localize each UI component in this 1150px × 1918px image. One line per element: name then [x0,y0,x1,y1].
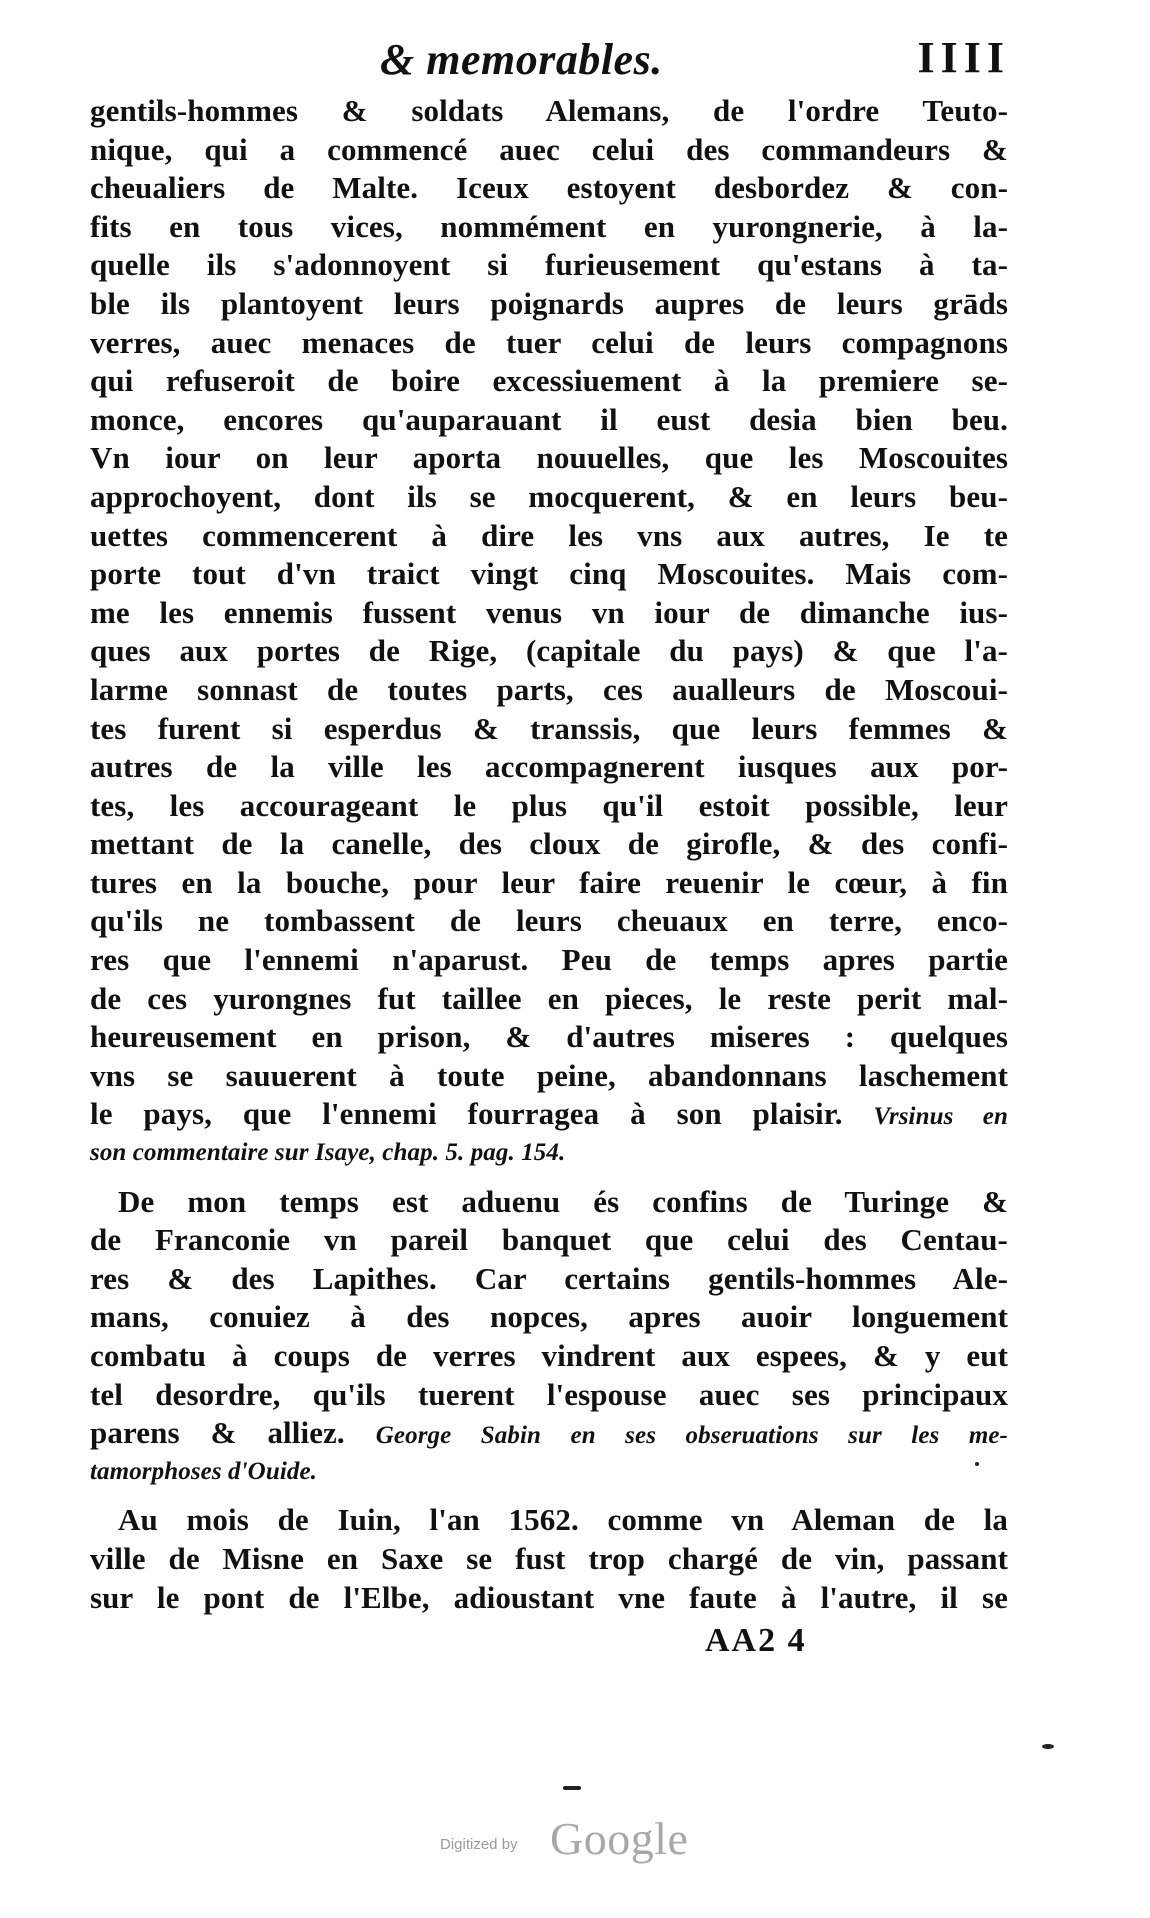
text-line: ques aux portes de Rige, (capitale du pays) & que l'a- [90,633,1008,669]
signature-mark: AA2 4 [705,1622,807,1659]
page-number: IIII [917,33,1010,82]
ink-speck [975,1462,979,1466]
google-logo: Google [550,1813,689,1864]
text-line: qu'ils ne tombassent de leurs cheuaux en terre, enco- [90,903,1008,939]
text-line: heureusement en prison, & d'autres miseres : quelques [90,1019,1008,1055]
paragraph-2 [90,1183,1008,1492]
paragraph-gap [90,1491,1008,1501]
text-line: uettes commencerent à dire les vns aux autres, Ie te [90,517,1008,553]
text-line: de Franconie vn pareil banquet que celui des Centau- [90,1222,1008,1258]
text-line: monce, encores qu'auparauant il eust desia bien beu. [90,401,1008,437]
text-line: Vn iour on leur aporta nouuelles, que les Moscouites [90,440,1008,476]
watermark-prefix: Digitized by [440,1836,518,1853]
text-line: qui refuseroit de boire excessiuement à la premiere se- [90,363,1008,399]
text-line: combatu à coups de verres vindrent aux espees, & y eut [90,1338,1008,1373]
text-line: autres de la ville les accompagnerent iusques aux por- [90,749,1008,785]
text-line: gentils-hommes & soldats Alemans, de l'ordre Teuto- [90,93,1008,128]
text-line [90,1414,1008,1453]
text-line: porte tout d'vn traict vingt cinq Moscouites. Mais com- [90,556,1008,592]
text-line: tel desordre, qu'ils tuerent l'espouse auec ses principaux [90,1376,1008,1412]
text-line: quelle ils s'adonnoyent si furieusement qu'estans à ta- [90,247,1008,283]
running-head [380,28,1010,88]
text-line: ble ils plantoyent leurs poignards aupres de leurs grāds [90,285,1008,321]
citation-line: tamorphoses d'Ouide. [90,1457,318,1485]
text-line: sur le pont de l'Elbe, adioustant vne faute à l'autre, il se [90,1579,1008,1615]
text-line: vns se sauuerent à toute peine, abandonnans laschement [90,1057,1008,1093]
text-line: tes, les accourageant le plus qu'il estoit possible, leur [90,787,1008,823]
text-line: approchoyent, dont ils se mocquerent, & en leurs beu- [90,478,1008,514]
text-line: fits en tous vices, nommément en yurongnerie, à la- [90,208,1008,244]
text-line: Au mois de Iuin, l'an 1562. comme vn Aleman de la [118,1502,1008,1538]
text-line: verres, auec menaces de tuer celui de leurs compagnons [90,324,1008,360]
text-line: ville de Misne en Saxe se fust trop chargé de vin, passant [90,1540,1008,1576]
text-line: res que l'ennemi n'aparust. Peu de temps apres partie [90,942,1008,978]
text-line: mettant de la canelle, des cloux de girofle, & des confi- [90,826,1008,862]
ink-speck [1042,1744,1054,1749]
text-line: res & des Lapithes. Car certains gentils-hommes Ale- [90,1260,1008,1296]
text-line [90,1095,1008,1134]
text-line: nique, qui a commencé auec celui des commandeurs & [90,131,1008,167]
body-text [90,92,1008,1617]
text-line: De mon temps est aduenu és confins de Turinge & [118,1183,1008,1219]
citation: Vrsinus en [873,1103,1008,1131]
text-line: tes furent si esperdus & transsis, que leurs femmes & [90,710,1008,746]
text-segment: parens & alliez. [90,1415,345,1451]
text-line: de ces yurongnes fut taillee en pieces, le reste perit mal- [90,980,1008,1016]
paragraph-1 [90,92,1008,1173]
citation: George Sabin en ses obseruations sur les me- [375,1422,1008,1450]
text-line: me les ennemis fussent venus vn iour de dimanche ius- [90,594,1008,630]
paragraph-3 [90,1501,1008,1617]
text-line: larme sonnast de toutes parts, ces aualleurs de Moscoui- [90,671,1008,707]
text-line: mans, conuiez à des nopces, apres auoir longuement [90,1299,1008,1335]
text-line: tures en la bouche, pour leur faire reuenir le cœur, à fin [90,864,1008,900]
citation-line: son commentaire sur Isaye, chap. 5. pag. 154. [90,1139,566,1167]
running-title: & memorables. [380,35,663,84]
paragraph-gap [90,1173,1008,1183]
digitization-watermark [440,1812,710,1872]
text-line: cheualiers de Malte. Iceux estoyent desbordez & con- [90,170,1008,206]
text-segment: le pays, que l'ennemi fourragea à son plaisir. [90,1096,843,1132]
ink-speck [563,1786,581,1790]
